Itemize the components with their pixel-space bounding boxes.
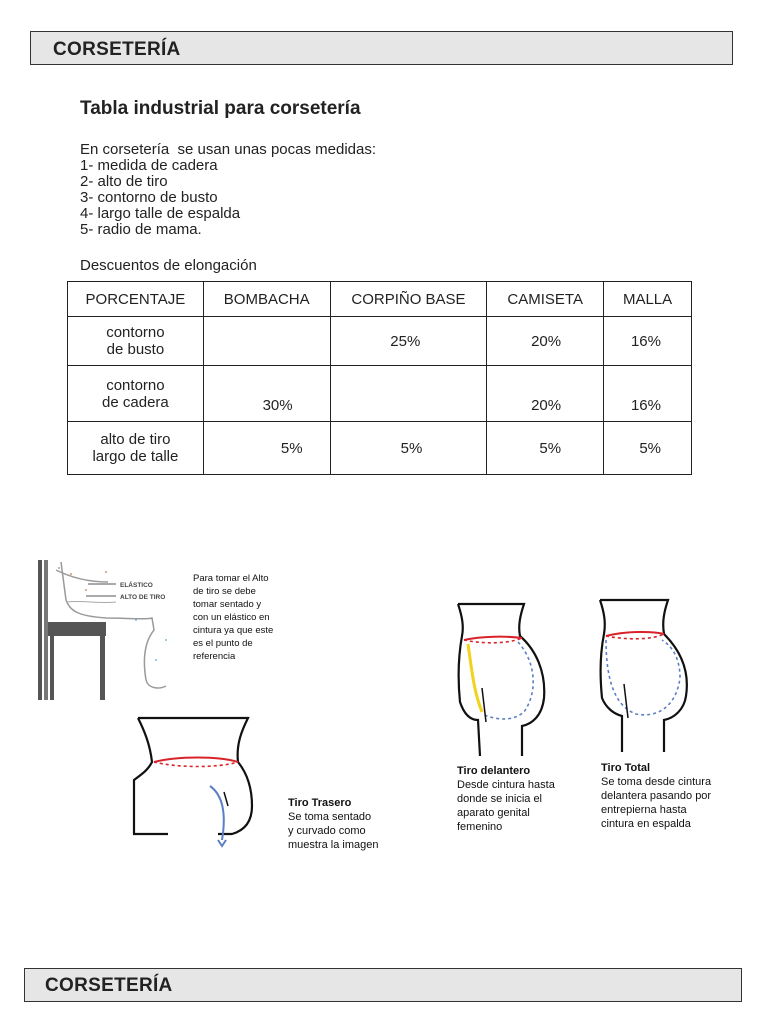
back-rise-illustration xyxy=(128,716,256,852)
table-cell: 5% xyxy=(487,422,604,475)
note-line: es el punto de xyxy=(193,638,253,649)
row-label-line: de busto xyxy=(106,341,165,358)
rise-label: ALTO DE TIRO xyxy=(120,594,166,601)
row-label xyxy=(68,317,204,366)
row-label-line: de cadera xyxy=(102,393,169,411)
note-line: aparato genital xyxy=(457,807,530,819)
table-row xyxy=(68,366,692,422)
table-cell: 5% xyxy=(203,422,330,475)
table-cell: 30% xyxy=(203,366,330,422)
table-cell xyxy=(203,317,330,366)
table-header: PORCENTAJE xyxy=(68,282,204,317)
row-label-line: alto de tiro xyxy=(100,431,171,448)
front-rise-note xyxy=(457,764,555,834)
note-line: Se toma sentado xyxy=(288,811,372,823)
note-line: Desde cintura hasta xyxy=(457,779,555,791)
intro-text xyxy=(80,142,500,238)
back-rise-title: Tiro Trasero xyxy=(288,797,352,809)
discount-label: Descuentos de elongación xyxy=(80,257,257,274)
front-rise-illustration xyxy=(452,602,552,758)
elastic-label: ELÁSTICO xyxy=(120,582,153,589)
footer-bar xyxy=(24,968,742,1002)
note-line: entrepierna hasta xyxy=(601,804,687,816)
table-cell: 16% xyxy=(604,317,692,366)
measure-item: 1- medida de cadera xyxy=(80,157,218,174)
row-label-line: largo de talle xyxy=(92,448,179,465)
row-label xyxy=(68,422,204,475)
intro-line: En corsetería se usan unas pocas medidas: xyxy=(80,141,377,158)
table-header: BOMBACHA xyxy=(203,282,330,317)
header-bar xyxy=(30,31,733,65)
table-header: MALLA xyxy=(604,282,692,317)
table-cell: 5% xyxy=(330,422,487,475)
page-title: Tabla industrial para corsetería xyxy=(80,98,361,119)
measure-item: 5- radio de mama. xyxy=(80,221,202,238)
row-label-line: contorno xyxy=(106,376,165,394)
table-row xyxy=(68,422,692,475)
table-cell: 5% xyxy=(604,422,692,475)
note-line: tomar sentado y xyxy=(193,599,262,610)
note-line: Para tomar el Alto xyxy=(193,573,269,584)
note-line: Se toma desde cintura xyxy=(601,776,712,788)
row-label xyxy=(68,366,204,422)
table-row xyxy=(68,317,692,366)
note-line: y curvado como xyxy=(288,825,366,837)
table-cell: 20% xyxy=(487,366,604,422)
table-header: CORPIÑO BASE xyxy=(330,282,487,317)
note-line: de tiro se debe xyxy=(193,586,256,597)
total-rise-illustration xyxy=(596,598,696,756)
table-cell: 25% xyxy=(330,317,487,366)
discount-table xyxy=(67,281,692,475)
row-label-line: contorno xyxy=(106,324,165,341)
table-header-row xyxy=(68,282,692,317)
table-cell xyxy=(330,366,487,422)
note-line: con un elástico en xyxy=(193,612,270,623)
note-line: donde se inicia el xyxy=(457,793,543,805)
measure-item: 3- contorno de busto xyxy=(80,189,218,206)
total-rise-title: Tiro Total xyxy=(601,762,651,774)
measure-item: 4- largo talle de espalda xyxy=(80,205,241,222)
table-header: CAMISETA xyxy=(487,282,604,317)
note-line: femenino xyxy=(457,821,503,833)
measure-item: 2- alto de tiro xyxy=(80,173,168,190)
total-rise-note xyxy=(601,761,711,831)
footer-title: CORSETERÍA xyxy=(45,975,173,996)
back-rise-note xyxy=(288,796,379,852)
seated-note xyxy=(193,572,273,663)
front-rise-title: Tiro delantero xyxy=(457,765,531,777)
note-line: referencia xyxy=(193,651,236,662)
note-line: muestra la imagen xyxy=(288,839,379,851)
table-cell: 16% xyxy=(604,366,692,422)
note-line: cintura en espalda xyxy=(601,818,691,830)
table-cell: 20% xyxy=(487,317,604,366)
seated-figure-illustration xyxy=(36,560,190,702)
header-title: CORSETERÍA xyxy=(53,39,181,60)
note-line: cintura ya que este xyxy=(193,625,274,636)
note-line: delantera pasando por xyxy=(601,790,712,802)
